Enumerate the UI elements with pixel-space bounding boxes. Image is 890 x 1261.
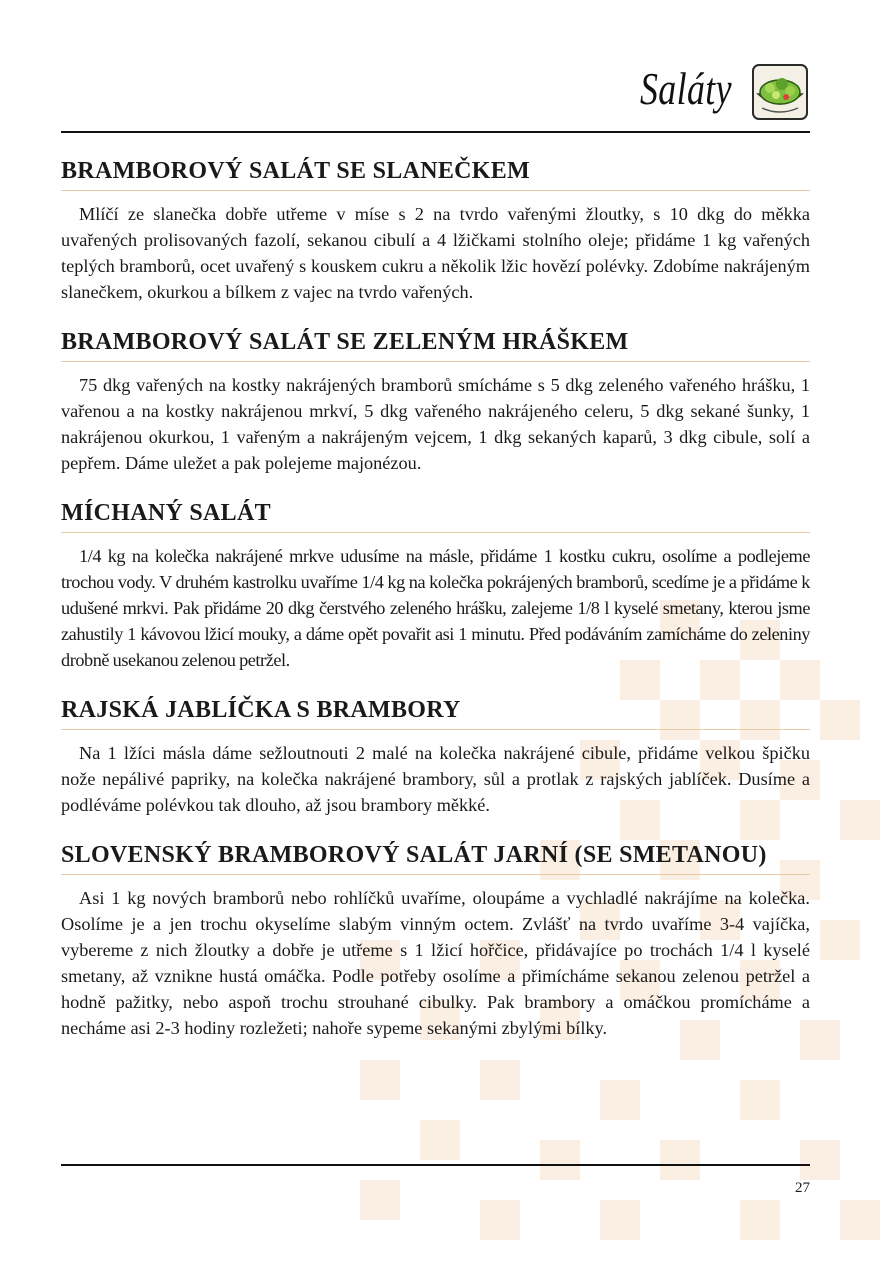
recipe-title: MÍCHANÝ SALÁT [61,497,810,533]
recipe-section [61,326,810,476]
recipe-text: Na 1 lžíci másla dáme sežloutnouti 2 malé na kolečka nakrájené cibule, přidáme velkou špičku nože nepálivé papriky, na kolečka nakrájené brambory, sůl a protlak z rajských jablíček. Dusíme a podléváme polévkou tak dlouho, až jsou brambory měkké. [61,743,810,815]
recipe-section [61,839,810,1041]
recipe-title: RAJSKÁ JABLÍČKA S BRAMBORY [61,694,810,730]
header-rule [61,131,810,133]
recipe-text: 1/4 kg na kolečka nakrájené mrkve udusíme na másle, přidáme 1 kostku cukru, osolíme a podlejeme trochou vody. V druhém kastrolku uvaříme 1/4 kg na kolečka pokrájených bramborů, scedíme je a přidáme k udušené mrkvi. Pak přidáme 20 dkg čerstvého zeleného hrášku, zalejeme 1/8 l kyselé smetany, kterou jsme zahustily 1 kávovou lžicí mouky, a dáme opět povařit asi 1 minutu. Před podáváním zamícháme do zeleniny drobně usekanou zelenou petržel. [61,546,810,670]
recipe-title: SLOVENSKÝ BRAMBOROVÝ SALÁT JARNÍ (SE SMETANOU) [61,839,810,875]
chapter-title: Saláty [639,63,732,114]
page-number: 27 [795,1180,810,1196]
recipe-title: BRAMBOROVÝ SALÁT SE ZELENÝM HRÁŠKEM [61,326,810,362]
recipe-section [61,155,810,305]
recipe-list [61,155,810,1062]
recipe-text: Mlíčí ze slanečka dobře utřeme v míse s 2 na tvrdo vařenými žloutky, s 10 dkg do měkka uvařených prolisovaných fazolí, sekanou cibulí a 4 lžičkami stolního oleje; přidáme 1 kg vařených teplých bramborů, ocet uvařený s kouskem cukru a několik lžic hovězí polévky. Zdobíme nakrájeným slanečkem, okurkou a bílkem z vajec na tvrdo vařených. [61,204,810,302]
recipe-section [61,497,810,673]
recipe-text: Asi 1 kg nových bramborů nebo rohlíčků uvaříme, oloupáme a vychladlé nakrájíme na kolečka. Osolíme je a jen trochu okyselíme slabým vinným octem. Zvlášť na tvrdo uvaříme 3-4 vajíčka, vybereme z nich žloutky a dobře je utřeme s 1 lžicí hořčice, přidávajíce po trochách 1/4 l kyselé smetany, až vznikne hustá omáčka. Podle potřeby osolíme a přimícháme sekanou zelenou petržel a hodně pažitky, nebo aspoň trochu strouhané cibulky. Pak brambory a omáčkou promícháme a necháme asi 2-3 hodiny rozležeti; nahoře sypeme sekanými zbylými bílky. [61,888,810,1038]
recipe-title: BRAMBOROVÝ SALÁT SE SLANEČKEM [61,155,810,191]
recipe-text: 75 dkg vařených na kostky nakrájených bramborů smícháme s 5 dkg zeleného vařeného hrášku, 1 vařenou a na kostky nakrájenou mrkví, 5 dkg vařeného nakrájeného celeru, 5 dkg sekané šunky, 1 nakrájenou okurkou, 1 vařeným a nakrájeným vejcem, 1 dkg sekaných kaparů, 3 dkg cibule, solí a pepřem. Dáme uležet a pak polejeme majonézou. [61,375,810,473]
recipe-section [61,694,810,818]
footer-rule [61,1164,810,1166]
salad-bowl-icon [752,64,808,120]
